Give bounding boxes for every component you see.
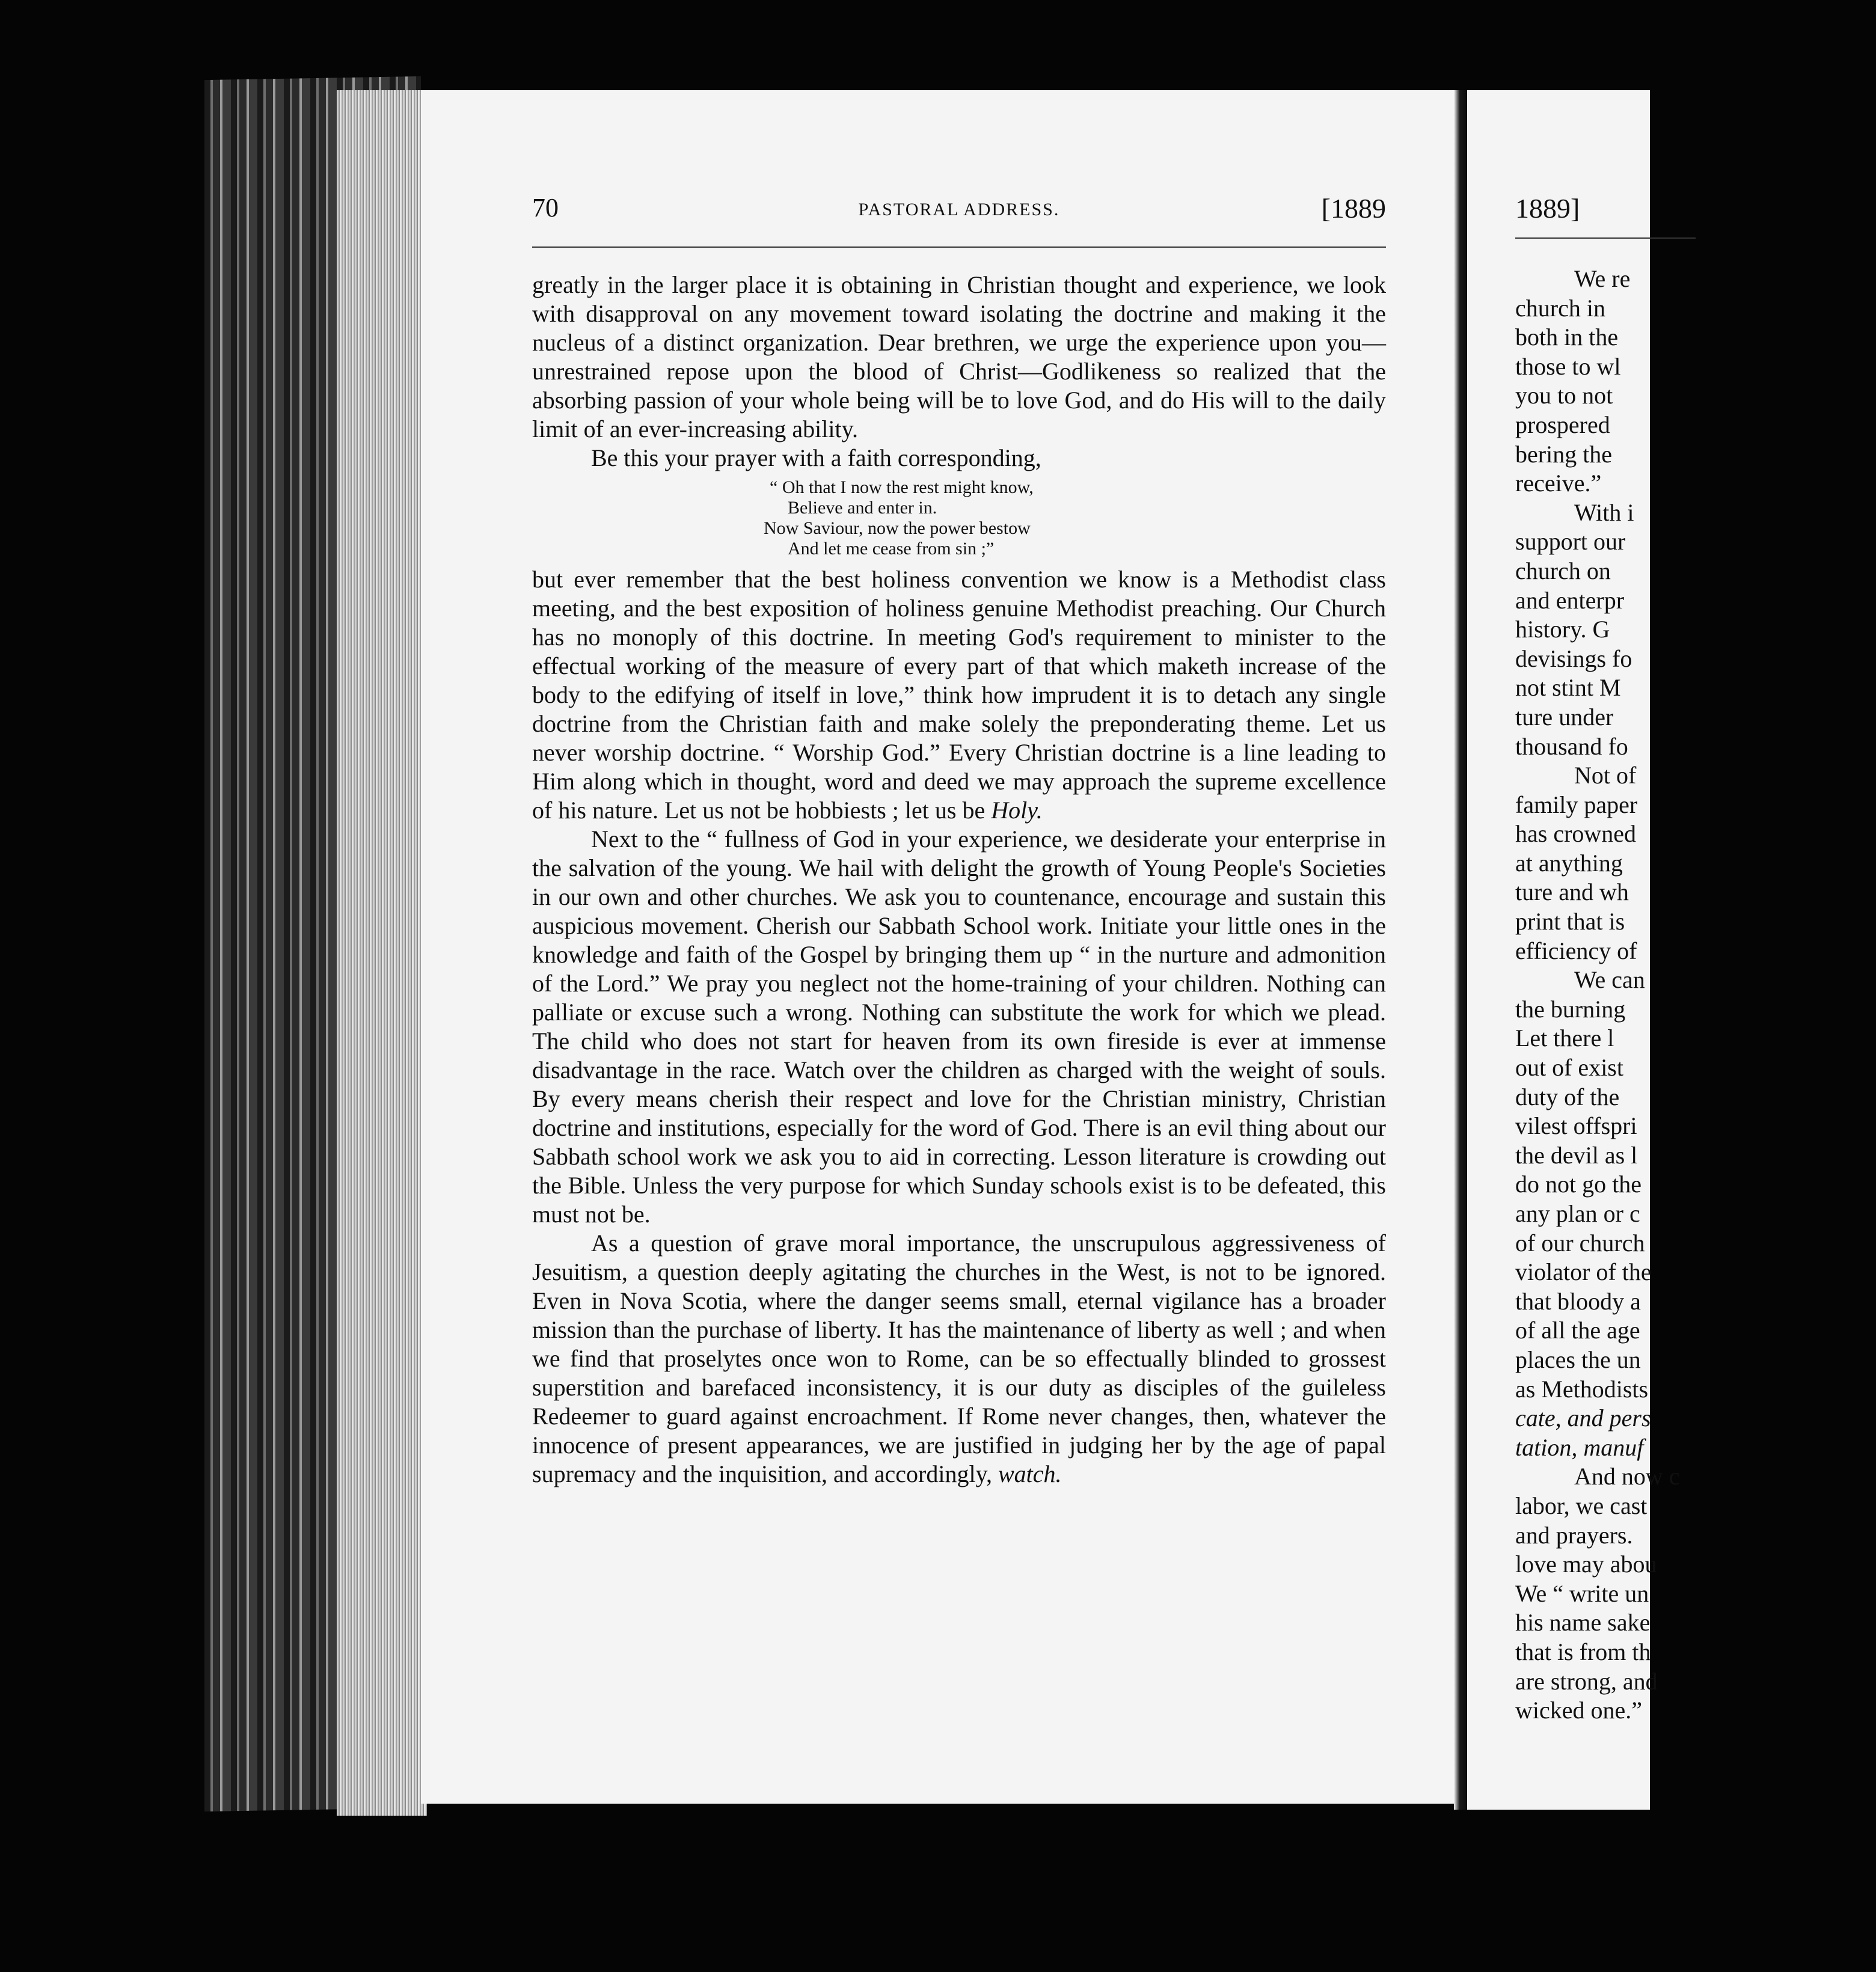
- right-page-line: family paper: [1515, 791, 1638, 818]
- right-page-line: not stint M: [1515, 674, 1621, 702]
- paragraph-3: [532, 565, 1386, 825]
- right-page-line: that is from th: [1515, 1638, 1651, 1665]
- right-page-line: And now c: [1574, 1463, 1680, 1490]
- body-text: [532, 271, 1386, 1489]
- right-page-line: history. G: [1515, 616, 1610, 643]
- right-page-line: any plan or c: [1515, 1200, 1640, 1227]
- right-page-line: print that is: [1515, 908, 1625, 935]
- right-page-line: church in: [1515, 294, 1605, 322]
- right-page-line: of our church: [1515, 1229, 1645, 1257]
- right-page-line: those to wl: [1515, 352, 1621, 380]
- running-head: [532, 192, 1386, 234]
- paragraph-2: Be this your prayer with a faith corresponding,: [591, 444, 1041, 471]
- right-page-line: ture and wh: [1515, 878, 1629, 906]
- right-page-line: as Methodists: [1515, 1375, 1649, 1403]
- header-year: [1889: [1321, 193, 1386, 224]
- right-page-line: thousand fo: [1515, 732, 1628, 760]
- paragraph-5-text: As a question of grave moral importance, the unscrupulous aggressiveness of Jesuitism, a question deeply agitating the churches in the West, is not to be ignored. Even in Nova Scotia, where the danger seems small, eternal vigilance has a broader mission than the purchase of liberty. It has the maintenance of liberty as well ; and when we find that proselytes once won to Rome, can be so effectually blinded to grossest superstition and barefaced inconsistency, it is our duty as disciples of the guileless Redeemer to guard against encroachment. If Rome never changes, then, whatever the innocence of present appearances, we are justified in judging her by the age of papal supremacy and the inquisition, and accordingly,: [532, 1229, 1386, 1487]
- running-title: PASTORAL ADDRESS.: [858, 200, 1060, 219]
- verse-line: And let me cease from sin ;”: [788, 539, 995, 559]
- right-page-line: the devil as l: [1515, 1141, 1638, 1169]
- right-page-line: the burning: [1515, 995, 1626, 1023]
- right-page-line: do not go the: [1515, 1171, 1642, 1198]
- hymn-verse: [532, 477, 1386, 559]
- right-page: [1467, 90, 1680, 1810]
- right-page-line: ture under: [1515, 703, 1614, 730]
- right-page-line: We “ write un: [1515, 1579, 1649, 1607]
- right-page-line: efficiency of: [1515, 937, 1637, 964]
- right-page-line: love may abou: [1515, 1551, 1657, 1578]
- right-page-line: places the un: [1515, 1346, 1641, 1373]
- right-page-line: labor, we cast: [1515, 1492, 1648, 1519]
- right-page-text: [1515, 265, 1876, 1726]
- right-page-line: receive.”: [1515, 470, 1602, 497]
- right-page-line: support our: [1515, 528, 1626, 556]
- right-page-line: are strong, and: [1515, 1667, 1658, 1695]
- right-page-line: wicked one.”: [1515, 1697, 1643, 1724]
- right-page-line: and enterpr: [1515, 586, 1625, 614]
- right-page-line: and prayers.: [1515, 1521, 1633, 1549]
- verse-line: “ Oh that I now the rest might know,: [770, 477, 1034, 497]
- right-page-line: of all the age: [1515, 1317, 1640, 1344]
- right-page-line: out of exist: [1515, 1054, 1623, 1082]
- right-page-year: 1889]: [1515, 193, 1580, 224]
- right-page-line: devisings fo: [1515, 645, 1632, 672]
- right-page-line: his name sake: [1515, 1609, 1651, 1637]
- right-page-line: Let there l: [1515, 1024, 1614, 1052]
- paragraph-5: [532, 1229, 1386, 1489]
- right-page-line: tation, manuf: [1515, 1433, 1644, 1461]
- italic-watch: watch.: [998, 1460, 1062, 1487]
- right-page-line: church on: [1515, 557, 1611, 584]
- verse-line: Believe and enter in.: [788, 498, 937, 518]
- page-edges: [337, 90, 427, 1816]
- book-gutter: [1454, 90, 1468, 1810]
- right-page-line: at anything: [1515, 849, 1623, 877]
- right-page-line: prospered: [1515, 411, 1610, 438]
- right-page-line: bering the: [1515, 440, 1613, 468]
- right-header-rule: [1515, 237, 1696, 239]
- verse-line: Now Saviour, now the power bestow: [764, 518, 1031, 538]
- right-page-line: that bloody a: [1515, 1287, 1641, 1315]
- right-page-line: you to not: [1515, 382, 1613, 409]
- right-page-line: We re: [1574, 265, 1631, 292]
- right-page-line: violator of the: [1515, 1258, 1652, 1286]
- header-rule: [532, 246, 1386, 248]
- right-page-line: both in the: [1515, 323, 1619, 351]
- paragraph-4: Next to the “ fullness of God in your experience, we desiderate your enterprise in the salvation of the young. We hail with delight the growth of Young People's Societies in our own and other churches. We ask you to countenance, encourage and sustain this auspicious movement. Cherish our Sabbath School work. Initiate your little ones in the knowledge and faith of the Gospel by bringing them up “ in the nurture and admonition of the Lord.” We pray you neglect not the home-training of your children. Nothing can palliate or excuse such a wrong. Nothing can substitute the work for which we plead. The child who does not start for heaven from its own fireside is ever at immense disadvantage in the race. Watch over the children as charged with the weight of souls. By every means cherish their respect and love for the Christian ministry, Christian doctrine and institutions, especially for the word of God. There is an evil thing about our Sabbath school work we ask you to aid in correcting. Lesson literature is crowding out the Bible. Unless the very purpose for which Sunday schools exist is to be defeated, this must not be.: [532, 825, 1386, 1228]
- left-page: [421, 90, 1455, 1804]
- right-page-line: cate, and pers: [1515, 1404, 1651, 1432]
- paragraph-3-text: but ever remember that the best holiness convention we know is a Methodist class meeting, and the best exposition of holiness genuine Methodist preaching. Our Church has no monoply of this doctrine. In meeting God's requirement to minister to the effectual working of the measure of every part of that which maketh increase of the body to the edifying of itself in love,” think how imprudent it is to detach any single doctrine from the Christian faith and make solely the preponderating theme. Let us never worship doctrine. “ Worship God.” Every Christian doctrine is a line leading to Him along which in thought, word and deed we may approach the supreme excellence of his nature. Let us not be hobbiests ; let us be: [532, 566, 1386, 824]
- right-page-line: vilest offspri: [1515, 1112, 1637, 1140]
- right-page-line: has crowned: [1515, 820, 1637, 848]
- right-page-line: We can: [1574, 966, 1645, 994]
- page-number: 70: [532, 193, 559, 222]
- paragraph-1: greatly in the larger place it is obtaining in Christian thought and experience, we look with disapproval on any movement toward isolating the doctrine and making it the nucleus of a distinct organization. Dear brethren, we urge the experience upon you—unrestrained repose upon the blood of Christ—Godlikeness so realized that the absorbing passion of your whole being will be to love God, and do His will to the daily limit of an ever-increasing ability.: [532, 271, 1386, 442]
- right-page-line: With i: [1574, 498, 1634, 526]
- right-page-line: Not of: [1574, 762, 1637, 789]
- italic-holy: Holy.: [991, 797, 1043, 824]
- right-page-line: duty of the: [1515, 1083, 1620, 1110]
